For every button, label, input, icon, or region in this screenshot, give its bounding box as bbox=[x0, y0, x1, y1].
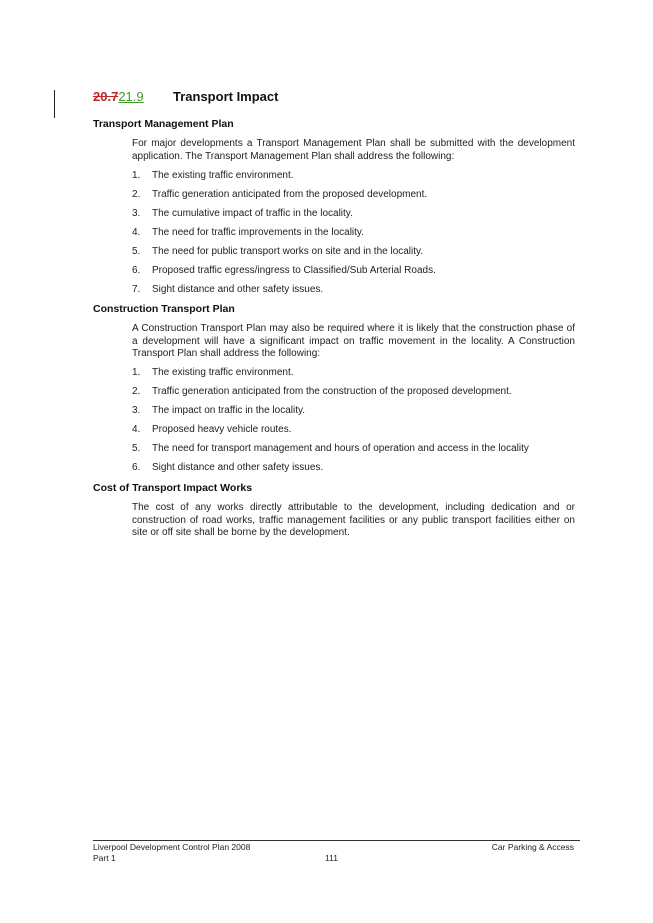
list-text: Traffic generation anticipated from the proposed development. bbox=[152, 189, 428, 200]
list-item bbox=[132, 424, 292, 435]
inserted-section-number: 21.9 bbox=[118, 89, 144, 104]
list-number: 5. bbox=[132, 443, 141, 454]
list-text: The cumulative impact of traffic in the locality. bbox=[152, 208, 353, 219]
section-title: Construction Transport Plan bbox=[93, 303, 235, 315]
list-text: Sight distance and other safety issues. bbox=[152, 462, 324, 473]
section-intro: A Construction Transport Plan may also be required where it is likely that the construction phase of a development will have a significant impact on traffic movement in the locality. A Construction Transport Plan shall address the following: bbox=[132, 323, 575, 359]
list-item bbox=[132, 284, 323, 295]
section-intro: The cost of any works directly attributable to the development, including dedication and or construction of road works, traffic management facilities or any public transport facilities either on site or off site shall be borne by the development. bbox=[132, 502, 575, 538]
list-number: 6. bbox=[132, 265, 141, 276]
footer-part: Part 1 bbox=[93, 853, 116, 863]
list-text: Proposed heavy vehicle routes. bbox=[152, 424, 292, 435]
list-item bbox=[132, 443, 529, 454]
list-number: 3. bbox=[132, 208, 141, 219]
list-number: 6. bbox=[132, 462, 141, 473]
list-text: The need for traffic improvements in the locality. bbox=[152, 227, 364, 238]
list-item bbox=[132, 208, 353, 219]
list-number: 1. bbox=[132, 170, 141, 181]
list-item bbox=[132, 265, 436, 276]
list-item bbox=[132, 462, 323, 473]
list-text: Sight distance and other safety issues. bbox=[152, 284, 324, 295]
list-item bbox=[132, 170, 294, 181]
section-intro: For major developments a Transport Management Plan shall be submitted with the development application. The Transport Management Plan shall address the following: bbox=[132, 138, 575, 162]
list-number: 2. bbox=[132, 386, 141, 397]
list-item bbox=[132, 227, 364, 238]
page-number: 111 bbox=[325, 853, 338, 863]
list-text: The impact on traffic in the locality. bbox=[152, 405, 306, 416]
list-number: 3. bbox=[132, 405, 141, 416]
revision-change-bar bbox=[54, 90, 55, 118]
list-text: Traffic generation anticipated from the construction of the proposed development. bbox=[152, 386, 512, 397]
deleted-section-number: 20.7 bbox=[93, 89, 119, 104]
footer-section-name: Car Parking & Access bbox=[491, 842, 574, 852]
list-number: 4. bbox=[132, 424, 141, 435]
list-item bbox=[132, 367, 294, 378]
list-text: The existing traffic environment. bbox=[152, 170, 294, 181]
footer-rule bbox=[93, 840, 580, 841]
list-text: Proposed traffic egress/ingress to Classified/Sub Arterial Roads. bbox=[152, 265, 436, 276]
section-title: Transport Management Plan bbox=[93, 118, 234, 130]
list-text: The need for transport management and hours of operation and access in the locality bbox=[152, 443, 529, 454]
list-number: 7. bbox=[132, 284, 141, 295]
list-item bbox=[132, 386, 512, 397]
list-text: The existing traffic environment. bbox=[152, 367, 294, 378]
list-number: 2. bbox=[132, 189, 141, 200]
list-item bbox=[132, 189, 427, 200]
list-item bbox=[132, 405, 305, 416]
list-text: The need for public transport works on site and in the locality. bbox=[152, 246, 424, 257]
list-item bbox=[132, 246, 423, 257]
footer-document-title: Liverpool Development Control Plan 2008 bbox=[93, 842, 251, 852]
list-number: 4. bbox=[132, 227, 141, 238]
list-number: 1. bbox=[132, 367, 141, 378]
section-title: Cost of Transport Impact Works bbox=[93, 482, 253, 494]
list-number: 5. bbox=[132, 246, 141, 257]
section-heading bbox=[93, 89, 279, 104]
heading-title: Transport Impact bbox=[173, 89, 279, 104]
